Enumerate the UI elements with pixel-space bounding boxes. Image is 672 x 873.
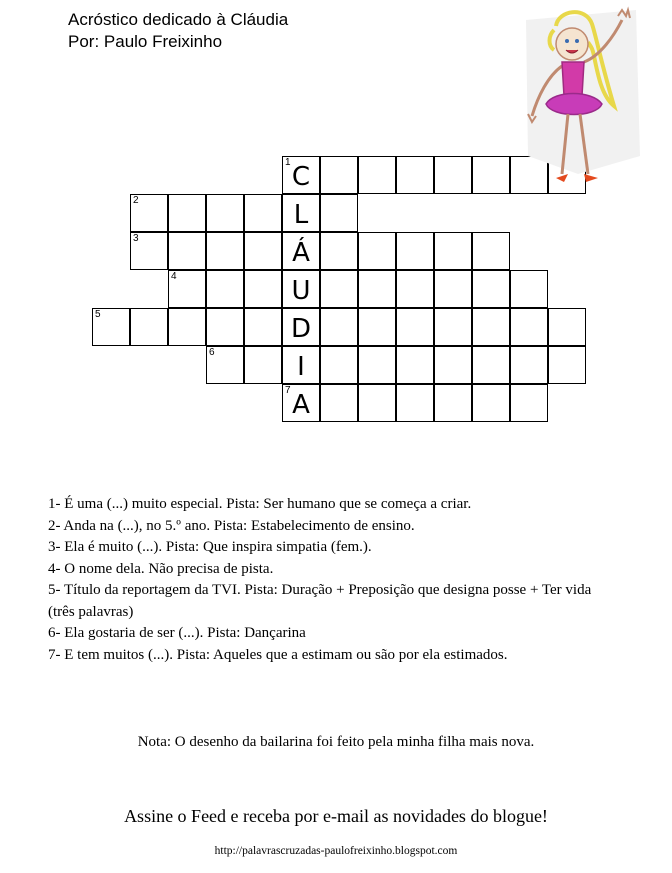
key-letter: D xyxy=(290,314,312,344)
key-letter: U xyxy=(291,276,311,306)
clue-1: 1- É uma (...) muito especial. Pista: Ser humano que se começa a criar. xyxy=(48,496,472,512)
grid-cell[interactable] xyxy=(358,346,396,384)
key-cell[interactable] xyxy=(282,384,320,422)
row-number: 1 xyxy=(285,157,291,168)
row-number: 7 xyxy=(285,385,291,396)
grid-cell[interactable] xyxy=(358,384,396,422)
clue-3: 3- Ela é muito (...). Pista: Que inspira simpatia (fem.). xyxy=(48,539,372,555)
grid-cell[interactable] xyxy=(510,270,548,308)
grid-cell[interactable] xyxy=(130,308,168,346)
grid-cell[interactable] xyxy=(396,232,434,270)
grid-cell[interactable] xyxy=(320,194,358,232)
grid-cell[interactable] xyxy=(548,346,586,384)
row-number: 3 xyxy=(133,233,139,244)
grid-cell[interactable] xyxy=(396,270,434,308)
grid-cell[interactable] xyxy=(168,270,206,308)
grid-cell[interactable] xyxy=(472,270,510,308)
row-number: 4 xyxy=(171,271,177,282)
grid-cell[interactable] xyxy=(244,270,282,308)
row-number: 6 xyxy=(209,347,215,358)
key-cell[interactable] xyxy=(282,232,320,270)
key-cell[interactable] xyxy=(282,346,320,384)
grid-cell[interactable] xyxy=(434,156,472,194)
grid-cell[interactable] xyxy=(320,156,358,194)
grid-cell[interactable] xyxy=(434,232,472,270)
ballerina-drawing xyxy=(518,6,642,206)
blog-url[interactable]: http://palavrascruzadas-paulofreixinho.blogspot.com xyxy=(214,845,458,857)
acrostic-title: Acróstico dedicado à Cláudia xyxy=(68,10,289,29)
author-line: Por: Paulo Freixinho xyxy=(68,32,223,51)
clue-7: 7- E tem muitos (...). Pista: Aqueles que a estimam ou são por ela estimados. xyxy=(48,646,508,663)
grid-cell[interactable] xyxy=(206,308,244,346)
grid-cell[interactable] xyxy=(320,270,358,308)
grid-cell[interactable] xyxy=(130,232,168,270)
key-letter: C xyxy=(291,162,311,192)
grid-cell[interactable] xyxy=(548,308,586,346)
grid-cell[interactable] xyxy=(472,346,510,384)
grid-cell[interactable] xyxy=(244,194,282,232)
grid-cell[interactable] xyxy=(206,270,244,308)
grid-cell[interactable] xyxy=(168,232,206,270)
grid-cell[interactable] xyxy=(510,308,548,346)
grid-cell[interactable] xyxy=(130,194,168,232)
row-number: 5 xyxy=(95,309,101,320)
grid-cell[interactable] xyxy=(472,384,510,422)
clue-5: 5- Título da reportagem da TVI. Pista: Duração + Preposição que designa posse + Ter vida (três palavras) xyxy=(48,582,592,620)
key-cell[interactable] xyxy=(282,270,320,308)
grid-cell[interactable] xyxy=(396,156,434,194)
key-cell[interactable] xyxy=(282,156,320,194)
key-letter: I xyxy=(297,352,305,382)
grid-cell[interactable] xyxy=(396,384,434,422)
grid-cell[interactable] xyxy=(472,308,510,346)
drawing-note: Nota: O desenho da bailarina foi feito pela minha filha mais nova. xyxy=(137,734,535,750)
grid-cell[interactable] xyxy=(206,232,244,270)
grid-cell[interactable] xyxy=(358,308,396,346)
grid-cell[interactable] xyxy=(510,346,548,384)
grid-cell[interactable] xyxy=(472,232,510,270)
grid-cell[interactable] xyxy=(320,346,358,384)
grid-cell[interactable] xyxy=(244,232,282,270)
key-cell[interactable] xyxy=(282,308,320,346)
grid-cell[interactable] xyxy=(206,346,244,384)
clue-6: 6- Ela gostaria de ser (...). Pista: Dançarina xyxy=(48,625,306,641)
grid-cell[interactable] xyxy=(92,308,130,346)
grid-cell[interactable] xyxy=(320,232,358,270)
key-letter: Á xyxy=(292,238,310,268)
grid-cell[interactable] xyxy=(244,346,282,384)
grid-cell[interactable] xyxy=(396,346,434,384)
feed-subscribe-text: Assine o Feed e receba por e-mail as novidades do blogue! xyxy=(124,806,548,826)
grid-cell[interactable] xyxy=(206,194,244,232)
grid-cell[interactable] xyxy=(168,194,206,232)
grid-cell[interactable] xyxy=(244,308,282,346)
grid-cell[interactable] xyxy=(396,308,434,346)
grid-cell[interactable] xyxy=(358,270,396,308)
grid-cell[interactable] xyxy=(434,308,472,346)
grid-cell[interactable] xyxy=(320,308,358,346)
clue-4: 4- O nome dela. Não precisa de pista. xyxy=(48,560,274,577)
grid-cell[interactable] xyxy=(358,232,396,270)
key-letter: L xyxy=(293,200,309,230)
clue-2: 2- Anda na (...), no 5.º ano. Pista: Estabelecimento de ensino. xyxy=(48,517,415,534)
clue-list xyxy=(48,494,608,666)
grid-cell[interactable] xyxy=(168,308,206,346)
grid-cell[interactable] xyxy=(434,346,472,384)
grid-cell[interactable] xyxy=(472,156,510,194)
key-letter: A xyxy=(292,390,310,420)
row-number: 2 xyxy=(133,195,139,206)
key-cell[interactable] xyxy=(282,194,320,232)
grid-cell[interactable] xyxy=(510,384,548,422)
grid-cell[interactable] xyxy=(358,156,396,194)
grid-cell[interactable] xyxy=(320,384,358,422)
grid-cell[interactable] xyxy=(434,384,472,422)
grid-cell[interactable] xyxy=(434,270,472,308)
